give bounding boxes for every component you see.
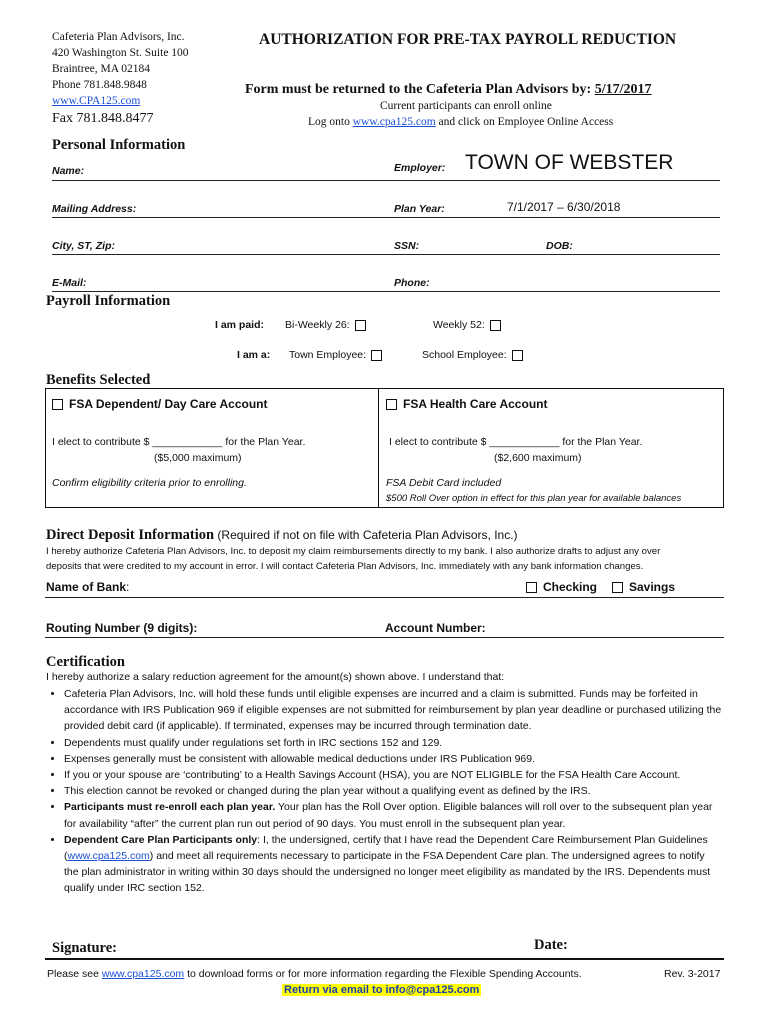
signature-label: Signature: [52, 940, 117, 956]
footer-info [47, 968, 582, 980]
footer-suffix: to download forms or for more information regarding the Flexible Spending Accounts. [184, 968, 582, 980]
health-care-checkbox[interactable] [386, 399, 397, 410]
biweekly-option[interactable] [285, 319, 370, 331]
rollover-note: $500 Roll Over option in effect for this plan year for available balances [386, 493, 682, 504]
bank-name-colon: : [126, 580, 130, 594]
footer-prefix: Please see [47, 968, 102, 980]
company-phone: Phone 781.848.9848 [52, 79, 147, 91]
dependent-care-bold: Dependent Care Plan Participants only [64, 833, 258, 846]
checking-option[interactable] [526, 580, 597, 594]
name-label: Name: [52, 165, 85, 177]
phone-label: Phone: [394, 277, 430, 289]
email-line[interactable] [52, 291, 720, 292]
dep-care-contribute[interactable]: I elect to contribute $ ____________ for the Plan Year. [52, 436, 306, 448]
certification-bullet [64, 799, 722, 831]
weekly-option[interactable] [433, 319, 505, 331]
certification-heading: Certification [46, 654, 125, 670]
weekly-label: Weekly 52: [433, 319, 485, 331]
town-employee-checkbox[interactable] [371, 350, 382, 361]
revision-label: Rev. 3-2017 [664, 968, 721, 980]
benefits-divider [378, 389, 379, 507]
benefits-heading: Benefits Selected [46, 372, 151, 388]
health-care-contribute[interactable]: I elect to contribute $ ____________ for the Plan Year. [389, 436, 643, 448]
email-label: E-Mail: [52, 277, 87, 289]
certification-bullets [46, 686, 722, 897]
employee-type-label: I am a: [237, 349, 271, 361]
company-website-link[interactable]: www.CPA125.com [52, 95, 141, 107]
name-line[interactable] [52, 180, 720, 181]
company-address-line1: 420 Washington St. Suite 100 [52, 47, 189, 59]
certification-bullet [64, 832, 722, 897]
company-fax: Fax 781.848.8477 [52, 111, 154, 126]
savings-checkbox[interactable] [612, 582, 623, 593]
direct-deposit-text [46, 544, 660, 574]
health-care-title: FSA Health Care Account [403, 397, 548, 411]
direct-deposit-heading-line [46, 526, 518, 544]
company-address-line2: Braintree, MA 02184 [52, 63, 151, 75]
company-block [52, 29, 189, 127]
bank-name-label [46, 580, 129, 594]
mailing-address-line[interactable] [52, 217, 720, 218]
dep-care-title: FSA Dependent/ Day Care Account [69, 397, 268, 411]
certification-intro: I hereby authorize a salary reduction agreement for the amount(s) shown above. I understand that: [46, 671, 505, 683]
certification-bullet: • This election cannot be revoked or changed during the plan year without a qualifying event as defined by the IRS. [64, 783, 722, 799]
direct-deposit-heading: Direct Deposit Information [46, 527, 215, 543]
town-employee-option[interactable] [289, 349, 386, 361]
certification-bullet: • Expenses generally must be consistent with allowable medical deductions under IRS Publication 969. [64, 751, 722, 767]
employer-value: TOWN OF WEBSTER [465, 151, 674, 174]
dob-label: DOB: [546, 240, 573, 252]
return-deadline [245, 82, 651, 98]
signature-line[interactable] [45, 958, 724, 960]
school-employee-checkbox[interactable] [512, 350, 523, 361]
account-number-label: Account Number: [385, 621, 486, 635]
direct-deposit-text-line2: deposits that were credited to my account in error. I will contact Cafeteria Plan Advisors, Inc. immediately with any bank information changes. [46, 561, 644, 572]
return-date: 5/17/2017 [594, 82, 652, 97]
checking-label: Checking [543, 580, 598, 594]
dep-care-max: ($5,000 maximum) [154, 452, 242, 464]
certification-bullet: • If you or your spouse are ‘contributing’ to a Health Savings Account (HSA), you are NOT ELIGIBLE for the FSA Health Care Account. [64, 767, 722, 783]
savings-label: Savings [629, 580, 676, 594]
company-name: Cafeteria Plan Advisors, Inc. [52, 31, 185, 43]
plan-year-value: 7/1/2017 – 6/30/2018 [507, 200, 621, 214]
logon-prefix: Log onto [308, 116, 353, 128]
footer-link[interactable]: www.cpa125.com [101, 968, 185, 980]
employer-label: Employer: [394, 162, 446, 174]
dep-care-checkbox[interactable] [52, 399, 63, 410]
logon-suffix: and click on Employee Online Access [435, 116, 614, 128]
town-employee-label: Town Employee: [289, 349, 367, 361]
health-care-option[interactable] [386, 397, 547, 411]
city-state-zip-label: City, ST, Zip: [52, 240, 115, 252]
checking-checkbox[interactable] [526, 582, 537, 593]
dependent-care-text-a: : I, the undersigned, certify that I have read the Dependent Care Reimbursement Plan Guidelines ( [64, 833, 708, 863]
reenroll-bold: Participants must re-enroll each plan year. [64, 801, 276, 814]
dep-care-note: Confirm eligibility criteria prior to enrolling. [52, 477, 247, 489]
reenroll-text: Your plan has the Roll Over option. Eligible balances will roll over to the subsequent plan year for availability “after” the current plan run out period of 90 days. You must enroll in the subsequent plan year. [64, 801, 713, 830]
savings-option[interactable] [612, 580, 675, 594]
weekly-checkbox[interactable] [490, 320, 501, 331]
routing-number-label: Routing Number (9 digits): [46, 621, 198, 635]
biweekly-checkbox[interactable] [355, 320, 366, 331]
certification-bullet: • Dependents must qualify under regulations set forth in IRC sections 152 and 129. [64, 735, 722, 751]
paid-label: I am paid: [215, 319, 265, 331]
logon-link[interactable]: www.cpa125.com [352, 116, 436, 128]
biweekly-label: Bi-Weekly 26: [285, 319, 350, 331]
dependent-care-link[interactable]: www.cpa125.com [67, 850, 150, 863]
routing-number-line[interactable] [45, 637, 724, 638]
payroll-info-heading: Payroll Information [46, 293, 171, 309]
mailing-address-label: Mailing Address: [52, 203, 137, 215]
return-deadline-text: Form must be returned to the Cafeteria Plan Advisors by: [245, 82, 595, 97]
bank-name-text: Name of Bank [46, 580, 127, 594]
logon-note [308, 116, 613, 128]
return-email-note[interactable]: Return via email to info@cpa125.com [284, 984, 480, 996]
school-employee-label: School Employee: [422, 349, 507, 361]
city-state-zip-line[interactable] [52, 254, 720, 255]
direct-deposit-note: (Required if not on file with Cafeteria Plan Advisors, Inc.) [214, 528, 518, 542]
personal-info-heading: Personal Information [52, 137, 186, 153]
dependent-care-text-b: ) and meet all requirements necessary to participate in the FSA Dependent Care plan. The undersigned agrees to notify the plan administrator in writing within 30 days should the undersigned no longer meet eligibility as mandated by the IRS. Dependents must qualify under IRC section 152. [64, 850, 711, 895]
benefits-box [45, 388, 724, 508]
direct-deposit-text-line1: I hereby authorize Cafeteria Plan Advisors, Inc. to deposit my claim reimbursements directly to my bank. I also authorize drafts to adjust any over [46, 546, 661, 557]
bank-name-line[interactable] [45, 597, 724, 598]
health-care-max: ($2,600 maximum) [494, 452, 582, 464]
debit-card-note: FSA Debit Card included [386, 477, 502, 489]
school-employee-option[interactable] [422, 349, 527, 361]
certification-bullet: • Cafeteria Plan Advisors, Inc. will hold these funds until eligible expenses are incurred and a claim is submitted. Funds may be forfeited in accordance with IRS Publication 969 if eligible expenses are not submitted for reimbursement by plan year deadline or purchased utilizing the provided debit card (if applicable). If terminated, expenses may be incurred through termination date. [64, 686, 722, 735]
ssn-label: SSN: [394, 240, 420, 252]
date-label: Date: [534, 937, 568, 953]
form-title: AUTHORIZATION FOR PRE-TAX PAYROLL REDUCTION [259, 31, 677, 48]
online-enroll-note: Current participants can enroll online [380, 100, 552, 112]
plan-year-label: Plan Year: [394, 203, 445, 215]
dep-care-option[interactable] [52, 397, 267, 411]
